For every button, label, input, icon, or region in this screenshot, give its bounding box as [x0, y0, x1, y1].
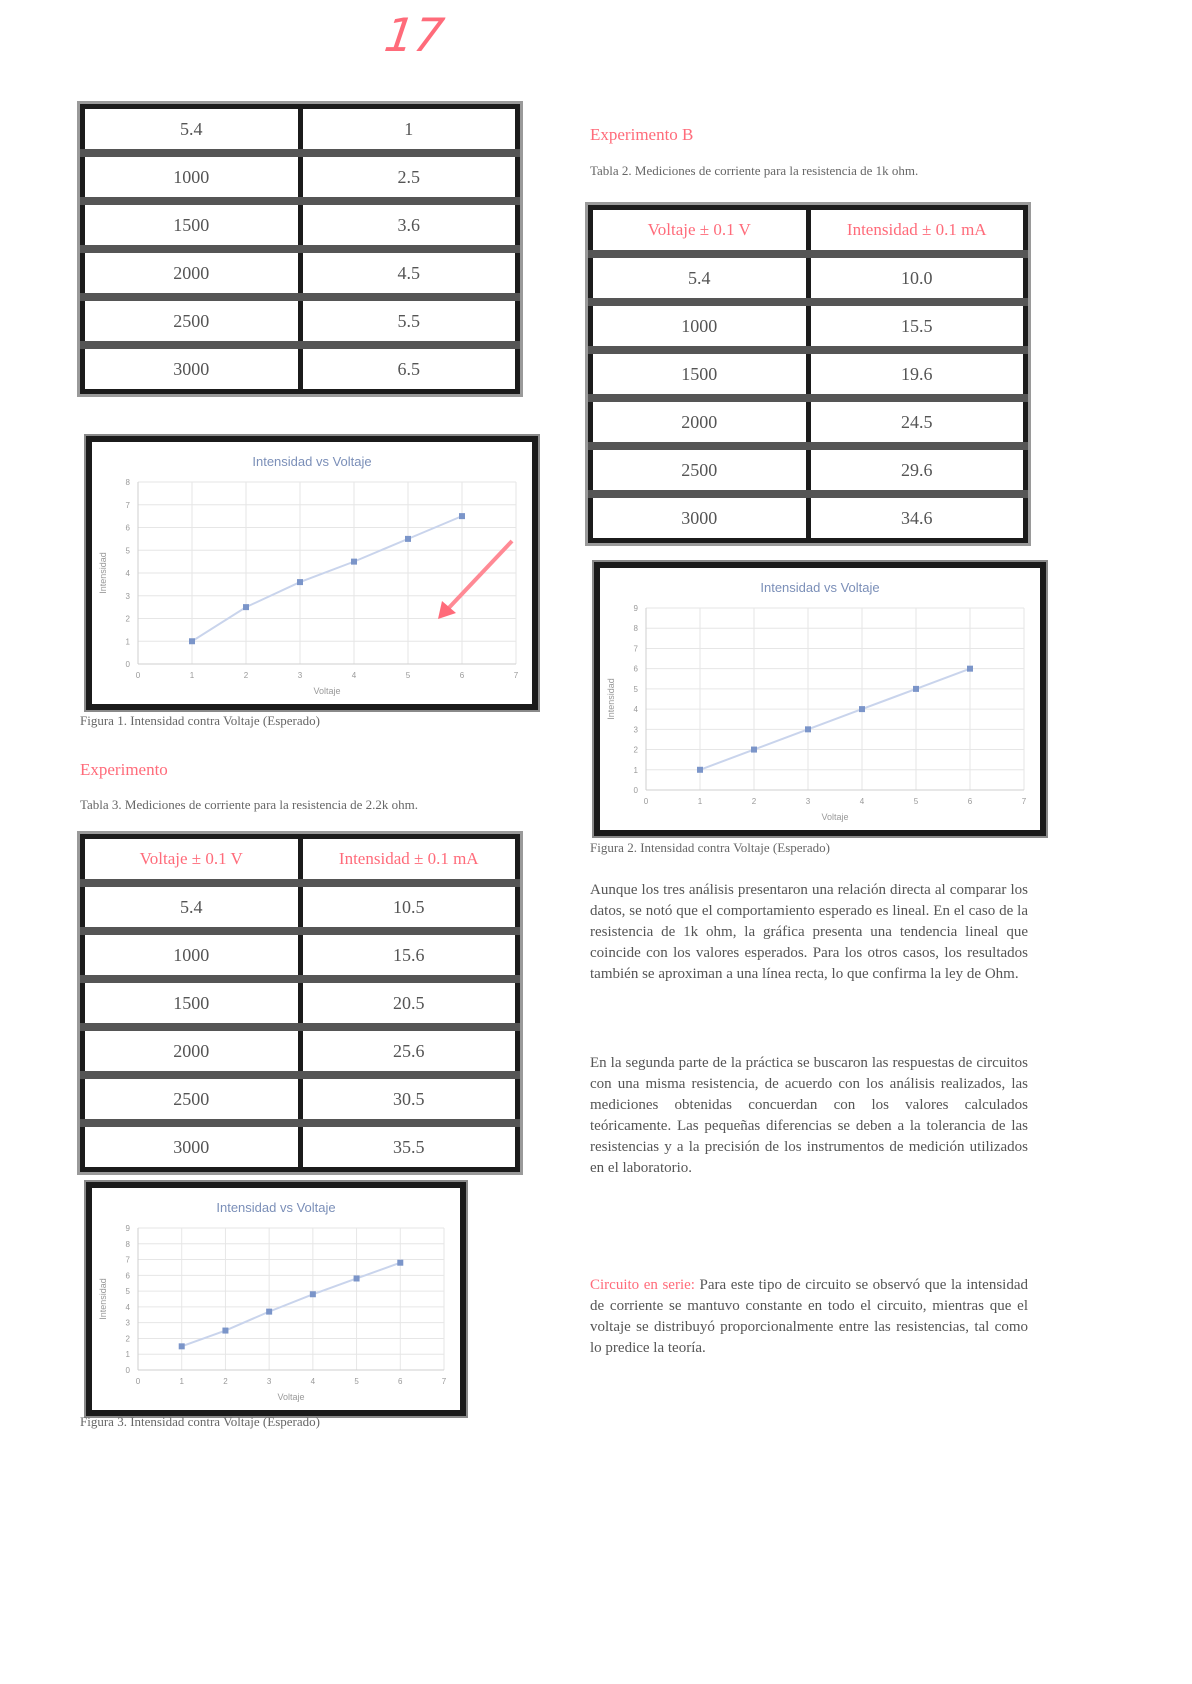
y-tick-label: 8 [125, 478, 130, 487]
table-2-row [591, 254, 1026, 302]
section-heading-experimento: Experimento [80, 760, 168, 779]
figure-3-chart [86, 1182, 466, 1416]
table-2-cell: 29.6 [808, 446, 1026, 494]
y-tick-label: 0 [125, 660, 130, 669]
x-tick-label: 2 [243, 671, 249, 680]
y-tick-label: 5 [125, 546, 130, 556]
table-2-cell: 1500 [591, 350, 809, 398]
table-continued-cell: 1 [300, 107, 518, 154]
figure-2-caption: Figura 2. Intensidad contra Voltaje (Esperado) [590, 840, 830, 855]
x-tick-label: 5 [405, 671, 411, 680]
table-continued-cell: 2000 [83, 249, 301, 297]
table-2-row [591, 350, 1026, 398]
table-2-header-row [591, 208, 1026, 255]
x-tick-label: 0 [643, 797, 649, 806]
x-axis-label: Voltaje [313, 686, 341, 696]
y-tick-label: 6 [125, 523, 130, 533]
table-3-cell: 2500 [83, 1075, 301, 1123]
y-tick-label: 4 [633, 705, 638, 715]
table-continued-cell: 5.4 [83, 107, 301, 154]
intensity-voltage-chart-3 [92, 1188, 460, 1410]
y-tick-label: 1 [125, 637, 130, 647]
table-3-row [83, 1123, 518, 1170]
data-point [459, 513, 465, 519]
y-tick-label: 8 [633, 624, 638, 634]
table-continued-cell: 5.5 [300, 297, 518, 345]
table-continued-cell: 3.6 [300, 201, 518, 249]
table-3-cell: 10.5 [300, 883, 518, 931]
table-continued-row [83, 297, 518, 345]
x-tick-label: 7 [441, 1377, 447, 1386]
table-2-cell: 19.6 [808, 350, 1026, 398]
paragraph-3-body: Para este tipo de circuito se observó que la intensidad de corriente se mantuvo constante en todo el circuito, mientras que el voltaje se distribuyó proporcionalmente entre las resistencias, tal como lo predice la teoría. [590, 1277, 1029, 1356]
y-tick-label: 4 [125, 569, 130, 578]
x-tick-label: 6 [967, 797, 973, 806]
y-axis-label: Intensidad [98, 552, 108, 594]
x-tick-label: 4 [859, 797, 865, 806]
page-number: 17 [381, 8, 448, 62]
table-2-row [591, 398, 1026, 446]
x-tick-label: 4 [351, 671, 357, 680]
y-tick-label: 1 [125, 1350, 130, 1360]
table-2-row [591, 302, 1026, 350]
data-point [266, 1309, 272, 1315]
x-tick-label: 1 [697, 797, 703, 806]
chart-title: Intensidad vs Voltaje [252, 454, 372, 469]
data-point [913, 686, 919, 692]
table-continued-cell: 2500 [83, 297, 301, 345]
table-continued-cell: 2.5 [300, 153, 518, 201]
table-3-cell: 1000 [83, 931, 301, 979]
chart-title: Intensidad vs Voltaje [760, 580, 880, 595]
x-tick-label: 7 [513, 671, 519, 680]
data-point [243, 604, 249, 610]
x-axis-label: Voltaje [821, 812, 849, 822]
x-tick-label: 0 [135, 1377, 141, 1386]
y-tick-label: 6 [125, 1271, 130, 1281]
table-3-cell: 1500 [83, 979, 301, 1027]
table-2-header-cell: Intensidad ± 0.1 mA [808, 208, 1026, 255]
data-point [697, 767, 703, 773]
table-continued-row [83, 249, 518, 297]
red-arrow-annotation [430, 535, 520, 625]
table-continued [80, 104, 520, 394]
y-tick-label: 3 [125, 1318, 130, 1328]
y-tick-label: 0 [125, 1366, 130, 1375]
table-2-cell: 2000 [591, 398, 809, 446]
table-2-row [591, 494, 1026, 541]
y-tick-label: 3 [125, 591, 130, 601]
y-tick-label: 8 [125, 1239, 130, 1249]
paragraph-3 [590, 1275, 1028, 1359]
table-3-row [83, 979, 518, 1027]
intensity-voltage-chart-2 [600, 568, 1040, 830]
y-tick-label: 5 [633, 684, 638, 694]
table-2-cell: 15.5 [808, 302, 1026, 350]
x-tick-label: 6 [398, 1377, 403, 1386]
table-2-cell: 34.6 [808, 494, 1026, 541]
data-point [397, 1260, 403, 1266]
x-tick-label: 3 [266, 1377, 272, 1386]
y-axis-label: Intensidad [98, 1278, 108, 1320]
table-3-row [83, 1075, 518, 1123]
table-2-cell: 5.4 [591, 254, 809, 302]
data-point [967, 666, 973, 672]
data-point [751, 747, 757, 753]
table-3-cell: 35.5 [300, 1123, 518, 1170]
table-3-cell: 3000 [83, 1123, 301, 1170]
table-3-header-cell: Intensidad ± 0.1 mA [300, 837, 518, 884]
x-tick-label: 5 [913, 797, 919, 806]
chart-title: Intensidad vs Voltaje [216, 1200, 336, 1215]
table-2 [588, 205, 1028, 543]
table-3-row [83, 931, 518, 979]
table-3-caption: Tabla 3. Mediciones de corriente para la resistencia de 2.2k ohm. [80, 797, 419, 812]
table-3 [80, 834, 520, 1172]
table-continued-cell: 1000 [83, 153, 301, 201]
series-line [192, 516, 462, 641]
table-continued-row [83, 153, 518, 201]
table-2-caption: Tabla 2. Mediciones de corriente para la resistencia de 1k ohm. [590, 163, 919, 178]
x-tick-label: 5 [354, 1377, 359, 1386]
table-3-row [83, 1027, 518, 1075]
y-tick-label: 4 [125, 1302, 130, 1312]
x-tick-label: 0 [135, 671, 141, 680]
y-tick-label: 2 [125, 1334, 130, 1344]
table-2-cell: 2500 [591, 446, 809, 494]
y-tick-label: 9 [125, 1224, 130, 1233]
data-point [805, 726, 811, 732]
y-tick-label: 7 [633, 644, 638, 654]
x-tick-label: 6 [459, 671, 465, 680]
paragraph-3-lead: Circuito en serie: [590, 1277, 695, 1293]
table-continued-cell: 4.5 [300, 249, 518, 297]
table-3-header-row [83, 837, 518, 884]
table-2-cell: 1000 [591, 302, 809, 350]
table-3-row [83, 883, 518, 931]
table-2-cell: 10.0 [808, 254, 1026, 302]
table-2-header-cell: Voltaje ± 0.1 V [591, 208, 809, 255]
data-point [354, 1275, 360, 1281]
y-tick-label: 1 [633, 765, 638, 775]
table-continued-row [83, 107, 518, 154]
table-2-row [591, 446, 1026, 494]
y-tick-label: 5 [125, 1287, 130, 1297]
x-tick-label: 3 [805, 797, 811, 806]
y-axis-label: Intensidad [606, 678, 616, 720]
paragraph-1: Aunque los tres análisis presentaron una relación directa al comparar los datos, se notó que el comportamiento esperado es lineal. En el caso de la resistencia de 1k ohm, la gráfica presenta una tendencia lineal que coincide con los valores esperados. Para los otros casos, los resultados también se aproximan a una línea recta, lo que confirma la ley de Ohm. [590, 882, 1028, 982]
table-continued-cell: 3000 [83, 345, 301, 392]
table-3-cell: 30.5 [300, 1075, 518, 1123]
figure-3-caption: Figura 3. Intensidad contra Voltaje (Esperado) [80, 1414, 320, 1429]
table-3-cell: 15.6 [300, 931, 518, 979]
y-tick-label: 7 [125, 1255, 130, 1265]
y-tick-label: 9 [633, 604, 638, 613]
x-tick-label: 1 [189, 671, 195, 680]
y-tick-label: 2 [125, 614, 130, 624]
data-point [351, 559, 357, 565]
figure-1-caption: Figura 1. Intensidad contra Voltaje (Esperado) [80, 713, 320, 728]
table-3-header-cell: Voltaje ± 0.1 V [83, 837, 301, 884]
data-point [222, 1328, 228, 1334]
table-3-cell: 20.5 [300, 979, 518, 1027]
data-point [405, 536, 411, 542]
x-tick-label: 2 [751, 797, 757, 806]
table-3-cell: 2000 [83, 1027, 301, 1075]
data-point [179, 1343, 185, 1349]
table-2-cell: 3000 [591, 494, 809, 541]
y-tick-label: 7 [125, 500, 130, 510]
table-2-cell: 24.5 [808, 398, 1026, 446]
section-heading-experimento-b: Experimento B [590, 125, 694, 144]
x-tick-label: 2 [223, 1377, 228, 1386]
x-tick-label: 4 [310, 1377, 316, 1386]
table-continued-cell: 1500 [83, 201, 301, 249]
data-point [189, 638, 195, 644]
y-tick-label: 0 [633, 786, 638, 795]
table-continued-row [83, 201, 518, 249]
paragraph-2: En la segunda parte de la práctica se buscaron las respuestas de circuitos con una misma resistencia, de acuerdo con los análisis realizados, las mediciones obtenidas concuerdan con los valores calculados teóricamente. Las pequeñas diferencias se deben a la tolerancia de las resistencias y a la precisión de los instrumentos de medición utilizados en el laboratorio. [590, 1055, 1028, 1176]
x-tick-label: 1 [179, 1377, 184, 1386]
data-point [859, 706, 865, 712]
x-tick-label: 3 [297, 671, 303, 680]
series-line [700, 669, 970, 770]
y-tick-label: 2 [633, 745, 638, 755]
x-tick-label: 7 [1021, 797, 1027, 806]
table-continued-row [83, 345, 518, 392]
data-point [297, 579, 303, 585]
y-tick-label: 6 [633, 664, 638, 674]
table-3-cell: 5.4 [83, 883, 301, 931]
y-tick-label: 3 [633, 725, 638, 735]
x-axis-label: Voltaje [277, 1392, 305, 1402]
table-continued-cell: 6.5 [300, 345, 518, 392]
figure-2-chart [594, 562, 1046, 836]
data-point [310, 1291, 316, 1297]
table-3-cell: 25.6 [300, 1027, 518, 1075]
